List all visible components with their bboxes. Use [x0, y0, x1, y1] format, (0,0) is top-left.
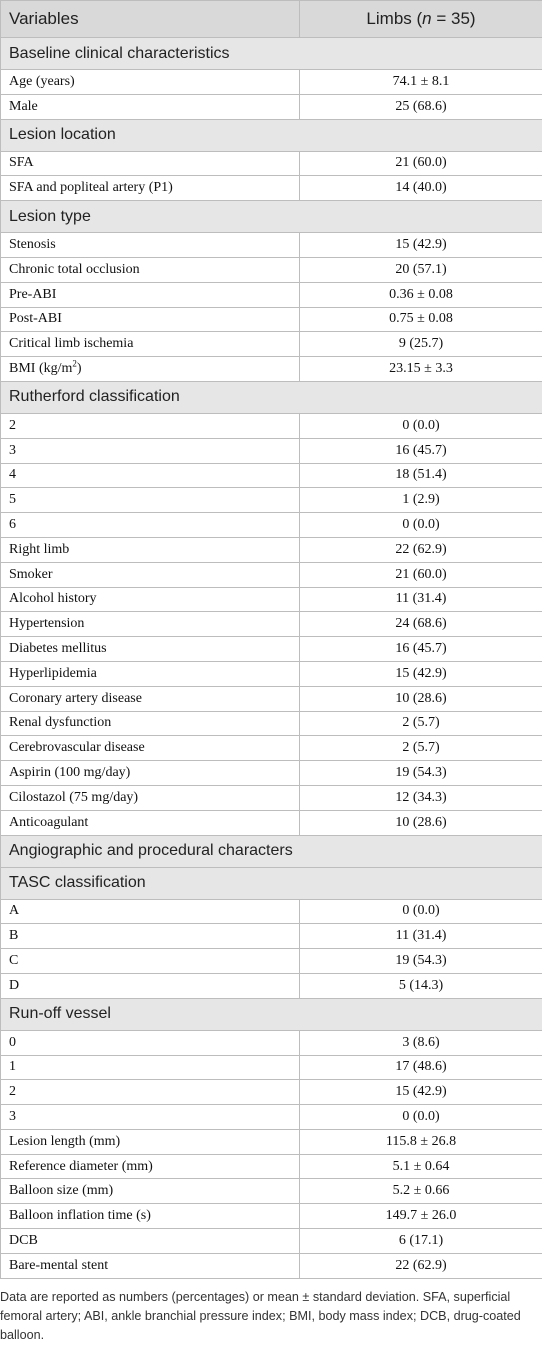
limbs-value: 24 (68.6): [300, 612, 542, 637]
variable-label: [1, 1204, 300, 1229]
section-header-row: [1, 998, 542, 1030]
variable-label: [1, 637, 300, 662]
table-row: [1, 785, 542, 810]
section-title: Rutherford classification: [1, 381, 542, 413]
table-row: [1, 562, 542, 587]
variable-label: [1, 94, 300, 119]
variable-label-text: Male: [9, 98, 38, 114]
table-row: [1, 899, 542, 924]
section-header-row: [1, 835, 542, 867]
table-row: [1, 307, 542, 332]
limbs-value: 21 (60.0): [300, 151, 542, 176]
variable-label: [1, 1080, 300, 1105]
variable-label: [1, 1129, 300, 1154]
variable-label: [1, 949, 300, 974]
section-header-row: [1, 201, 542, 233]
limbs-value: 3 (8.6): [300, 1030, 542, 1055]
variable-label-text: 3: [9, 1108, 16, 1124]
variable-label-text: Pre-ABI: [9, 286, 57, 302]
table-row: [1, 810, 542, 835]
table-row: [1, 1105, 542, 1130]
limbs-value: 149.7 ± 26.0: [300, 1204, 542, 1229]
limbs-value: 22 (62.9): [300, 1253, 542, 1278]
table-row: [1, 70, 542, 95]
variable-label: [1, 810, 300, 835]
table-row: [1, 332, 542, 357]
variable-label-text: Smoker: [9, 566, 53, 582]
header-limbs-prefix: Limbs (: [366, 9, 423, 28]
variable-label-text: Cerebrovascular disease: [9, 740, 145, 756]
variable-label-text: Balloon inflation time (s): [9, 1208, 151, 1224]
table-row: [1, 488, 542, 513]
variable-label-text: Hyperlipidemia: [9, 665, 97, 681]
variable-label: [1, 357, 300, 382]
unit-superscript: 2: [72, 358, 77, 369]
table-row: [1, 686, 542, 711]
table-row: [1, 357, 542, 382]
table-row: [1, 1204, 542, 1229]
variable-label-text: Age (years): [9, 73, 75, 89]
variable-label-text: 2: [9, 417, 16, 433]
table-row: [1, 94, 542, 119]
table-row: [1, 513, 542, 538]
variable-label: [1, 332, 300, 357]
table-header-row: [1, 1, 542, 38]
variable-label: [1, 973, 300, 998]
table-row: [1, 637, 542, 662]
limbs-value: 2 (5.7): [300, 711, 542, 736]
limbs-value: 115.8 ± 26.8: [300, 1129, 542, 1154]
variable-label-text: Renal dysfunction: [9, 715, 112, 731]
table-row: [1, 1154, 542, 1179]
limbs-value: 74.1 ± 8.1: [300, 70, 542, 95]
variable-label: [1, 924, 300, 949]
variable-label-text: 2: [9, 1084, 16, 1100]
table-row: [1, 438, 542, 463]
header-limbs-n: n: [422, 9, 432, 28]
variable-label: [1, 1055, 300, 1080]
variable-label: [1, 438, 300, 463]
section-header-row: [1, 119, 542, 151]
limbs-value: 5.1 ± 0.64: [300, 1154, 542, 1179]
variable-label-text: Reference diameter (mm): [9, 1158, 153, 1174]
section-title: Lesion location: [1, 119, 542, 151]
variable-label-text: BMI (kg/m: [9, 361, 73, 377]
table-row: [1, 1030, 542, 1055]
table-row: [1, 973, 542, 998]
limbs-value: 2 (5.7): [300, 736, 542, 761]
variable-label-text: A: [9, 903, 20, 919]
variable-label: [1, 151, 300, 176]
table-row: [1, 711, 542, 736]
variable-label-text: 1: [9, 1059, 16, 1075]
variable-label: [1, 785, 300, 810]
table-row: [1, 463, 542, 488]
table-row: [1, 1055, 542, 1080]
table-row: [1, 233, 542, 258]
limbs-value: 9 (25.7): [300, 332, 542, 357]
limbs-value: 15 (42.9): [300, 661, 542, 686]
limbs-value: 15 (42.9): [300, 233, 542, 258]
header-limbs-count: = 35): [431, 9, 476, 28]
limbs-value: 25 (68.6): [300, 94, 542, 119]
table-row: [1, 1129, 542, 1154]
limbs-value: 16 (45.7): [300, 637, 542, 662]
limbs-value: 19 (54.3): [300, 761, 542, 786]
table-row: [1, 661, 542, 686]
variable-label: [1, 257, 300, 282]
variable-label-text: SFA and popliteal artery (P1): [9, 180, 173, 196]
variable-label: [1, 899, 300, 924]
variable-label: [1, 1179, 300, 1204]
limbs-value: 6 (17.1): [300, 1229, 542, 1254]
variable-label: [1, 1154, 300, 1179]
limbs-value: 1 (2.9): [300, 488, 542, 513]
variable-label: [1, 176, 300, 201]
table-row: [1, 587, 542, 612]
limbs-value: 20 (57.1): [300, 257, 542, 282]
table-row: [1, 924, 542, 949]
limbs-value: 11 (31.4): [300, 924, 542, 949]
variable-label: [1, 282, 300, 307]
limbs-value: 0.36 ± 0.08: [300, 282, 542, 307]
section-header-row: [1, 381, 542, 413]
variable-label: [1, 1105, 300, 1130]
variable-label-suffix: ): [76, 361, 82, 377]
limbs-value: 0 (0.0): [300, 413, 542, 438]
variable-label-text: 6: [9, 517, 16, 533]
variable-label-text: Coronary artery disease: [9, 690, 142, 706]
section-title: Baseline clinical characteristics: [1, 38, 542, 70]
variable-label: [1, 413, 300, 438]
limbs-value: 0 (0.0): [300, 513, 542, 538]
table-body: [1, 38, 542, 1279]
variable-label: [1, 307, 300, 332]
variable-label: [1, 488, 300, 513]
table-row: [1, 1253, 542, 1278]
variable-label: [1, 686, 300, 711]
limbs-value: 18 (51.4): [300, 463, 542, 488]
table-row: [1, 537, 542, 562]
variable-label: [1, 1253, 300, 1278]
variable-label-text: B: [9, 928, 19, 944]
variable-label: [1, 1229, 300, 1254]
variable-label-text: Chronic total occlusion: [9, 261, 140, 277]
table-row: [1, 413, 542, 438]
limbs-value: 14 (40.0): [300, 176, 542, 201]
table-row: [1, 1179, 542, 1204]
variable-label-text: Aspirin (100 mg/day): [9, 765, 131, 781]
variable-label-text: Hypertension: [9, 616, 85, 632]
variable-label-text: Anticoagulant: [9, 814, 89, 830]
variable-label-text: Bare-mental stent: [9, 1257, 109, 1273]
variable-label-text: 5: [9, 492, 16, 508]
limbs-value: 17 (48.6): [300, 1055, 542, 1080]
limbs-value: 23.15 ± 3.3: [300, 357, 542, 382]
variable-label-text: Stenosis: [9, 237, 56, 253]
limbs-value: 16 (45.7): [300, 438, 542, 463]
limbs-value: 10 (28.6): [300, 686, 542, 711]
table-row: [1, 736, 542, 761]
variable-label: [1, 587, 300, 612]
table-row: [1, 151, 542, 176]
variable-label: [1, 463, 300, 488]
variable-label: [1, 537, 300, 562]
variable-label-text: 4: [9, 467, 16, 483]
table-row: [1, 949, 542, 974]
variable-label: [1, 761, 300, 786]
limbs-value: 12 (34.3): [300, 785, 542, 810]
variable-label-text: 0: [9, 1034, 16, 1050]
table-row: [1, 257, 542, 282]
header-variables: Variables: [1, 1, 300, 38]
variable-label: [1, 562, 300, 587]
table-row: [1, 612, 542, 637]
table-row: [1, 176, 542, 201]
section-title: Angiographic and procedural characters: [1, 835, 542, 867]
variable-label: [1, 612, 300, 637]
limbs-value: 0 (0.0): [300, 899, 542, 924]
table-row: [1, 761, 542, 786]
section-title: Run-off vessel: [1, 998, 542, 1030]
variable-label-text: 3: [9, 442, 16, 458]
section-title: Lesion type: [1, 201, 542, 233]
limbs-value: 0 (0.0): [300, 1105, 542, 1130]
limbs-value: 5.2 ± 0.66: [300, 1179, 542, 1204]
limbs-value: 19 (54.3): [300, 949, 542, 974]
header-limbs: [300, 1, 542, 38]
variable-label: [1, 1030, 300, 1055]
limbs-value: 22 (62.9): [300, 537, 542, 562]
section-header-row: [1, 867, 542, 899]
variable-label-text: Critical limb ischemia: [9, 336, 134, 352]
limbs-value: 15 (42.9): [300, 1080, 542, 1105]
table-row: [1, 282, 542, 307]
variable-label: [1, 70, 300, 95]
limbs-value: 10 (28.6): [300, 810, 542, 835]
limbs-value: 5 (14.3): [300, 973, 542, 998]
variable-label-text: D: [9, 977, 20, 993]
table-footnote: Data are reported as numbers (percentages) or mean ± standard deviation. SFA, superficial femoral artery; ABI, ankle branchial pressure index; BMI, body mass index; DCB, drug-coated balloon.: [0, 1290, 521, 1342]
section-title: TASC classification: [1, 867, 542, 899]
table-row: [1, 1080, 542, 1105]
variable-label-text: Balloon size (mm): [9, 1183, 114, 1199]
variable-label-text: Diabetes mellitus: [9, 641, 107, 657]
variable-label-text: DCB: [9, 1232, 38, 1248]
variable-label-text: Right limb: [9, 541, 70, 557]
variable-label-text: Cilostazol (75 mg/day): [9, 789, 139, 805]
limbs-value: 11 (31.4): [300, 587, 542, 612]
variable-label-text: Lesion length (mm): [9, 1133, 121, 1149]
variable-label-text: SFA: [9, 155, 34, 171]
limbs-value: 21 (60.0): [300, 562, 542, 587]
variable-label: [1, 233, 300, 258]
variable-label: [1, 736, 300, 761]
limbs-value: 0.75 ± 0.08: [300, 307, 542, 332]
variable-label: [1, 661, 300, 686]
variable-label-text: Post-ABI: [9, 311, 62, 327]
variable-label: [1, 513, 300, 538]
table-row: [1, 1229, 542, 1254]
variable-label: [1, 711, 300, 736]
section-header-row: [1, 38, 542, 70]
variable-label-text: Alcohol history: [9, 591, 97, 607]
variable-label-text: C: [9, 953, 19, 968]
